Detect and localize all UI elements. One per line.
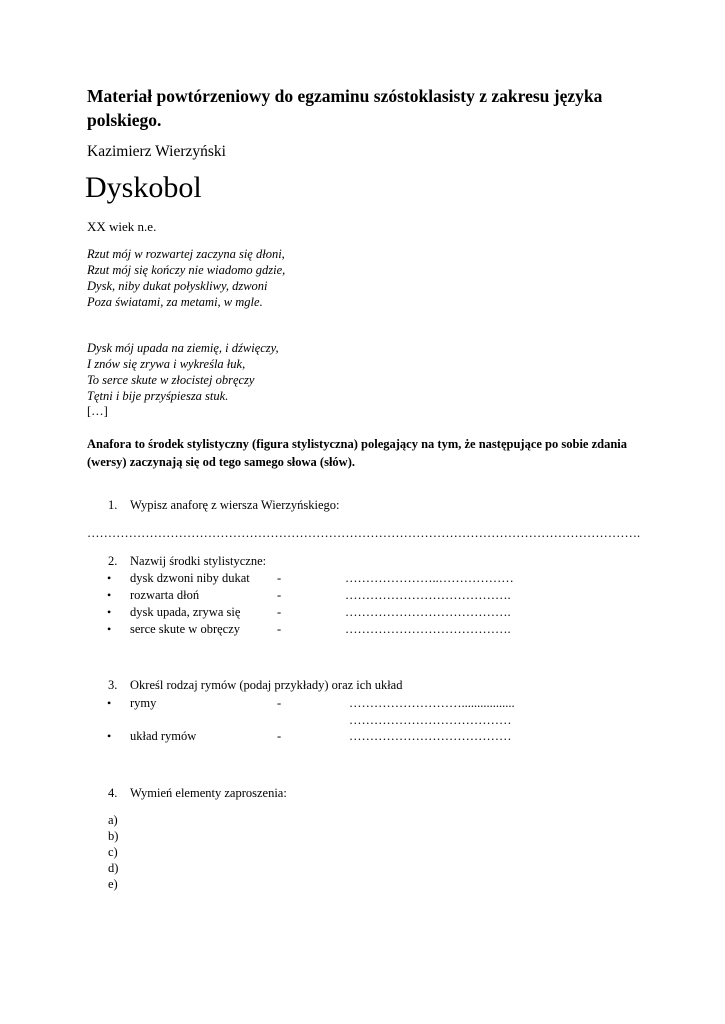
list-item [0,622,725,638]
item-letter: e) [108,877,118,891]
item-dash: - [277,729,282,743]
item-letter: d) [108,861,119,875]
list-item [0,696,725,712]
bullet-icon: • [107,571,112,585]
answer-line: ………………………................. [349,696,515,710]
list-item [0,571,725,587]
answer-line: ……………………………………………………………………………………………………………………. [87,526,641,540]
list-item [0,877,725,893]
poem-era: XX wiek n.e. [87,219,157,234]
poem-stanza-1 [87,246,285,310]
item-letter: b) [108,829,119,843]
item-label: dysk dzwoni niby dukat [130,571,250,585]
answer-line: …………………………………. [345,588,511,602]
item-dash: - [277,605,282,619]
poem-line: I znów się zrywa i wykreśla łuk, [87,357,246,371]
poem-line: To serce skute w złocistej obręczy [87,373,255,387]
poem-author: Kazimierz Wierzyński [87,143,226,160]
item-dash: - [277,622,282,636]
poem-line: Dysk, niby dukat połyskliwy, dzwoni [87,279,268,293]
task-number: 2. [108,554,118,568]
bullet-icon: • [107,588,112,602]
list-item [0,861,725,877]
list-item [0,729,725,745]
poem-line: Tętni i bije przyśpiesza stuk. [87,389,229,403]
item-label: dysk upada, zrywa się [130,605,241,619]
bullet-icon: • [107,729,112,743]
document-title: Materiał powtórzeniowy do egzaminu szóstoklasisty z zakresu języka polskiego. [87,86,603,130]
task-number: 4. [108,786,118,800]
answer-line: …………………………………. [345,605,511,619]
task-number: 1. [108,498,118,512]
answer-line: ………………………………… [349,713,512,727]
task-text: Określ rodzaj rymów (podaj przykłady) oraz ich układ [130,678,403,692]
poem-line: Rzut mój w rozwartej zaczyna się dłoni, [87,247,285,261]
poem-title: Dyskobol [85,171,202,204]
item-dash: - [277,571,282,585]
list-item [0,845,725,861]
item-letter: c) [108,845,118,859]
anaphora-definition: Anafora to środek stylistyczny (figura stylistyczna) polegający na tym, że następujące po sobie zdania (wersy) zaczynają się od tego samego słowa (słów). [87,437,628,469]
poem-line: Dysk mój upada na ziemię, i dźwięczy, [87,341,279,355]
list-item [0,829,725,845]
list-item-continuation [0,713,725,729]
list-item [0,588,725,604]
task-text: Wymień elementy zaproszenia: [130,786,287,800]
poem-line: Rzut mój się kończy nie wiadomo gdzie, [87,263,286,277]
bullet-icon: • [107,622,112,636]
list-item [0,813,725,829]
item-dash: - [277,588,282,602]
task-number: 3. [108,678,118,692]
task-text: Wypisz anaforę z wiersza Wierzyńskiego: [130,498,340,512]
bullet-icon: • [107,696,112,710]
answer-line: …………………………………. [345,622,511,636]
item-dash: - [277,696,282,710]
task-text: Nazwij środki stylistyczne: [130,554,267,568]
item-label: rymy [130,696,157,710]
answer-line: …………………..……………… [345,571,514,585]
poem-stanza-2 [87,340,279,404]
answer-line: ………………………………… [349,729,512,743]
item-label: rozwarta dłoń [130,588,200,602]
poem-ellipsis: […] [87,404,108,418]
item-label: układ rymów [130,729,197,743]
item-letter: a) [108,813,118,827]
bullet-icon: • [107,605,112,619]
poem-line: Poza światami, za metami, w mgle. [87,295,263,309]
item-label: serce skute w obręczy [130,622,241,636]
list-item [0,605,725,621]
